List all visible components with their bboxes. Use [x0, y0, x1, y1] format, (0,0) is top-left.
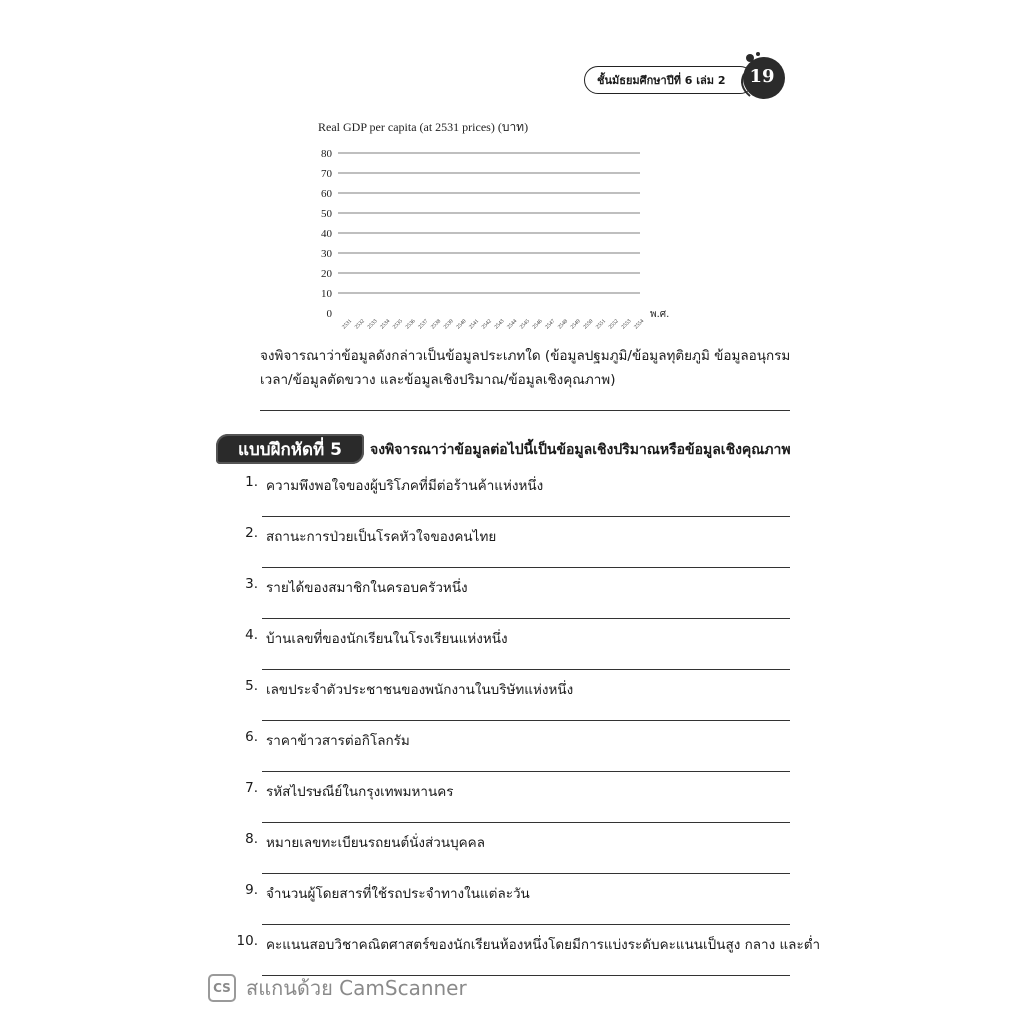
x-tick-label: 2533 [366, 318, 379, 331]
x-tick-label: 2548 [556, 318, 570, 331]
y-tick-label: 20 [321, 268, 332, 280]
x-tick-label: 2536 [404, 318, 417, 331]
x-tick-label: 2539 [442, 318, 455, 331]
exercise-item [236, 780, 453, 802]
item-text: ราคาข้าวสารต่อกิโลกรัม [266, 733, 410, 749]
page-number-badge [734, 50, 790, 102]
item-number: 6. [245, 729, 258, 745]
y-tick-label: 0 [326, 308, 332, 320]
exercise-instruction: จงพิจารณาว่าข้อมูลต่อไปนี้เป็นข้อมูลเชิงปริมาณหรือข้อมูลเชิงคุณภาพ [370, 442, 791, 458]
x-tick-label: 2547 [544, 318, 557, 331]
y-tick-label: 80 [321, 148, 332, 160]
x-tick-label: 2554 [633, 318, 646, 331]
x-tick-label: 2541 [468, 318, 481, 331]
x-tick-label: 2537 [417, 318, 430, 331]
item-text: บ้านเลขที่ของนักเรียนในโรงเรียนแห่งหนึ่ง [266, 631, 508, 647]
item-text: สถานะการป่วยเป็นโรคหัวใจของคนไทย [266, 529, 497, 545]
answer-line [262, 669, 790, 670]
answer-line-question [260, 410, 790, 411]
gdp-chart [300, 140, 700, 336]
answer-line [262, 720, 790, 721]
item-number: 5. [245, 678, 258, 694]
x-tick-label: 2546 [531, 318, 544, 331]
exercise-item [236, 474, 543, 496]
x-tick-label: 2553 [620, 318, 633, 331]
item-text: คะแนนสอบวิชาคณิตศาสตร์ของนักเรียนห้องหนึ่งโดยมีการแบ่งระดับคะแนนเป็นสูง กลาง และต่ำ [266, 937, 821, 953]
y-tick-label: 30 [321, 248, 332, 260]
item-number: 10. [236, 933, 258, 949]
answer-line [262, 516, 790, 517]
item-text: ความพึงพอใจของผู้บริโภคที่มีต่อร้านค้าแห่งหนึ่ง [266, 478, 544, 494]
item-number: 9. [245, 882, 258, 898]
exercise-item [236, 729, 410, 751]
item-number: 7. [245, 780, 258, 796]
answer-line [262, 618, 790, 619]
exercise-item [236, 831, 485, 853]
y-tick-label: 70 [321, 168, 332, 180]
x-tick-label: 2534 [379, 318, 392, 331]
answer-line [262, 771, 790, 772]
answer-line [262, 822, 790, 823]
y-tick-label: 10 [321, 288, 332, 300]
x-tick-label: 2538 [430, 318, 443, 331]
y-tick-label: 50 [321, 208, 332, 220]
x-axis-label: พ.ศ. [650, 309, 670, 320]
x-tick-label: 2545 [518, 318, 531, 331]
header-title: ชั้นมัธยมศึกษาปีที่ 6 เล่ม 2 [597, 74, 726, 87]
item-number: 2. [245, 525, 258, 541]
page-number: 19 [749, 65, 775, 87]
item-text: รหัสไปรษณีย์ในกรุงเทพมหานคร [266, 784, 454, 800]
exercise-item [236, 576, 468, 598]
x-tick-label: 2551 [595, 318, 608, 331]
item-text: จำนวนผู้โดยสารที่ใช้รถประจำทางในแต่ละวัน [266, 886, 530, 902]
item-number: 4. [245, 627, 258, 643]
x-tick-label: 2549 [569, 318, 582, 331]
scanner-watermark-text: สแกนด้วย CamScanner [246, 976, 467, 1000]
camscanner-logo: CS [208, 974, 236, 1002]
exercise-item [236, 678, 573, 700]
item-number: 1. [245, 474, 258, 490]
x-tick-label: 2550 [582, 318, 595, 331]
x-tick-label: 2542 [480, 318, 493, 331]
x-tick-label: 2552 [607, 318, 620, 331]
x-tick-label: 2535 [391, 318, 404, 331]
item-text: รายได้ของสมาชิกในครอบครัวหนึ่ง [266, 580, 468, 596]
item-text: หมายเลขทะเบียนรถยนต์นั่งส่วนบุคคล [266, 835, 485, 851]
chart-question: จงพิจารณาว่าข้อมูลดังกล่าวเป็นข้อมูลประเภทใด (ข้อมูลปฐมภูมิ/ข้อมูลทุติยภูมิ ข้อมูลอนุกรมเวลา/ข้อมูลตัดขวาง และข้อมูลเชิงปริมาณ/ข้อมูลเชิงคุณภาพ) [260, 348, 791, 388]
chart-title: Real GDP per capita (at 2531 prices) (บาท) [318, 120, 529, 134]
item-text: เลขประจำตัวประชาชนของพนักงานในบริษัทแห่งหนึ่ง [266, 682, 574, 698]
scanner-watermark [208, 972, 467, 1004]
exercise-item [236, 933, 820, 955]
answer-line [262, 924, 790, 925]
answer-line [262, 873, 790, 874]
header-level-label [584, 66, 754, 94]
y-tick-label: 60 [321, 188, 332, 200]
item-number: 8. [245, 831, 258, 847]
exercise-item [236, 882, 530, 904]
answer-line [262, 567, 790, 568]
y-tick-label: 40 [321, 228, 332, 240]
exercise-item [236, 627, 508, 649]
exercise-item [236, 525, 496, 547]
x-tick-label: 2531 [341, 318, 354, 331]
exercise-badge: แบบฝึกหัดที่ 5 [216, 434, 364, 464]
x-tick-label: 2532 [353, 318, 366, 331]
x-tick-label: 2544 [506, 318, 519, 331]
item-number: 3. [245, 576, 258, 592]
x-tick-label: 2543 [493, 318, 506, 331]
x-tick-label: 2540 [455, 318, 468, 331]
